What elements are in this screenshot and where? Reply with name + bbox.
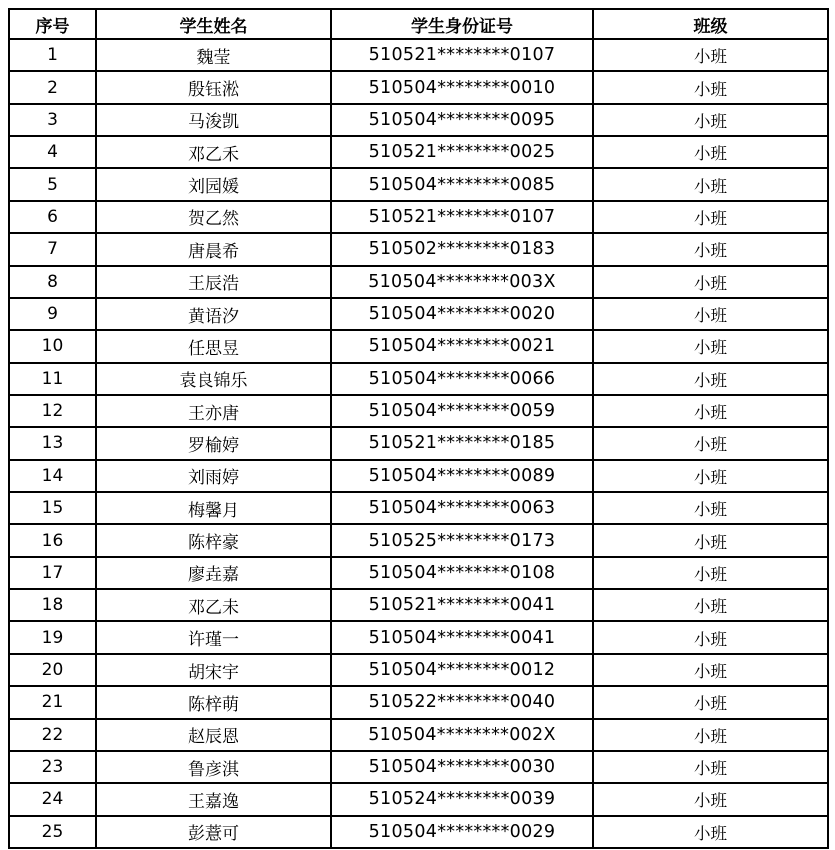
class-cell: 小班 [593,266,828,298]
student-name-cell: 彭薏可 [96,816,331,848]
student-name-cell: 王亦唐 [96,395,331,427]
id-number-cell: 510504********0010 [331,71,593,103]
class-cell: 小班 [593,524,828,556]
table-row [9,330,828,362]
class-cell: 小班 [593,589,828,621]
student-roster-table [8,8,829,849]
student-name-cell: 任思昱 [96,330,331,362]
student-name-cell: 赵辰恩 [96,719,331,751]
seq-cell: 21 [9,686,96,718]
student-name-cell: 刘园媛 [96,168,331,200]
student-name-cell: 鲁彦淇 [96,751,331,783]
table-row [9,589,828,621]
id-number-cell: 510504********0066 [331,363,593,395]
seq-cell: 24 [9,783,96,815]
id-number-cell: 510504********0095 [331,104,593,136]
class-cell: 小班 [593,201,828,233]
class-cell: 小班 [593,330,828,362]
class-cell: 小班 [593,492,828,524]
class-cell: 小班 [593,751,828,783]
id-number-cell: 510504********0089 [331,460,593,492]
id-number-cell: 510504********002X [331,719,593,751]
id-number-cell: 510525********0173 [331,524,593,556]
seq-cell: 16 [9,524,96,556]
class-cell: 小班 [593,783,828,815]
table-row [9,524,828,556]
id-number-cell: 510504********0108 [331,557,593,589]
id-number-cell: 510504********0020 [331,298,593,330]
student-name-cell: 许瑾一 [96,621,331,653]
student-name-cell: 贺乙然 [96,201,331,233]
student-name-cell: 唐晨希 [96,233,331,265]
student-name-cell: 梅馨月 [96,492,331,524]
student-name-cell: 殷钰淞 [96,71,331,103]
class-cell: 小班 [593,621,828,653]
seq-cell: 10 [9,330,96,362]
class-cell: 小班 [593,395,828,427]
seq-cell: 13 [9,427,96,459]
student-name-cell: 邓乙禾 [96,136,331,168]
table-row [9,395,828,427]
student-name-cell: 黄语汐 [96,298,331,330]
table-row [9,686,828,718]
table-row [9,136,828,168]
student-name-cell: 陈梓萌 [96,686,331,718]
table-row [9,621,828,653]
seq-cell: 4 [9,136,96,168]
id-number-cell: 510504********0030 [331,751,593,783]
table-row [9,201,828,233]
id-number-cell: 510522********0040 [331,686,593,718]
seq-cell: 18 [9,589,96,621]
table-row [9,71,828,103]
header-id-number: 学生身份证号 [331,9,593,39]
header-row [9,9,828,39]
class-cell: 小班 [593,557,828,589]
seq-cell: 7 [9,233,96,265]
table-row [9,783,828,815]
student-name-cell: 陈梓豪 [96,524,331,556]
table-row [9,460,828,492]
id-number-cell: 510504********0029 [331,816,593,848]
class-cell: 小班 [593,168,828,200]
student-name-cell: 刘雨婷 [96,460,331,492]
seq-cell: 17 [9,557,96,589]
id-number-cell: 510504********0041 [331,621,593,653]
seq-cell: 9 [9,298,96,330]
table-row [9,557,828,589]
table-row [9,751,828,783]
id-number-cell: 510504********0085 [331,168,593,200]
table-row [9,654,828,686]
class-cell: 小班 [593,460,828,492]
seq-cell: 19 [9,621,96,653]
seq-cell: 20 [9,654,96,686]
student-name-cell: 王辰浩 [96,266,331,298]
seq-cell: 23 [9,751,96,783]
seq-cell: 25 [9,816,96,848]
table-row [9,427,828,459]
seq-cell: 22 [9,719,96,751]
table-row [9,719,828,751]
id-number-cell: 510521********0041 [331,589,593,621]
seq-cell: 15 [9,492,96,524]
class-cell: 小班 [593,654,828,686]
table-row [9,816,828,848]
class-cell: 小班 [593,363,828,395]
student-name-cell: 王嘉逸 [96,783,331,815]
seq-cell: 14 [9,460,96,492]
class-cell: 小班 [593,39,828,71]
class-cell: 小班 [593,719,828,751]
id-number-cell: 510521********0185 [331,427,593,459]
student-name-cell: 魏莹 [96,39,331,71]
student-name-cell: 邓乙未 [96,589,331,621]
table-header [9,9,828,39]
seq-cell: 3 [9,104,96,136]
id-number-cell: 510504********0012 [331,654,593,686]
student-table-body [9,39,828,848]
class-cell: 小班 [593,104,828,136]
seq-cell: 6 [9,201,96,233]
id-number-cell: 510502********0183 [331,233,593,265]
table-row [9,168,828,200]
seq-cell: 1 [9,39,96,71]
id-number-cell: 510504********0059 [331,395,593,427]
header-name: 学生姓名 [96,9,331,39]
table-row [9,492,828,524]
class-cell: 小班 [593,816,828,848]
class-cell: 小班 [593,136,828,168]
table-row [9,363,828,395]
table-row [9,266,828,298]
student-name-cell: 罗榆婷 [96,427,331,459]
header-seq: 序号 [9,9,96,39]
class-cell: 小班 [593,686,828,718]
id-number-cell: 510521********0025 [331,136,593,168]
header-class: 班级 [593,9,828,39]
seq-cell: 11 [9,363,96,395]
student-name-cell: 廖垚嘉 [96,557,331,589]
seq-cell: 8 [9,266,96,298]
class-cell: 小班 [593,71,828,103]
id-number-cell: 510504********0063 [331,492,593,524]
student-name-cell: 马浚凯 [96,104,331,136]
id-number-cell: 510521********0107 [331,39,593,71]
id-number-cell: 510521********0107 [331,201,593,233]
table-row [9,298,828,330]
id-number-cell: 510504********0021 [331,330,593,362]
student-name-cell: 胡宋宇 [96,654,331,686]
seq-cell: 12 [9,395,96,427]
seq-cell: 5 [9,168,96,200]
table-row [9,104,828,136]
seq-cell: 2 [9,71,96,103]
class-cell: 小班 [593,233,828,265]
id-number-cell: 510504********003X [331,266,593,298]
table-row [9,39,828,71]
student-name-cell: 袁良锦乐 [96,363,331,395]
class-cell: 小班 [593,427,828,459]
class-cell: 小班 [593,298,828,330]
table-row [9,233,828,265]
id-number-cell: 510524********0039 [331,783,593,815]
